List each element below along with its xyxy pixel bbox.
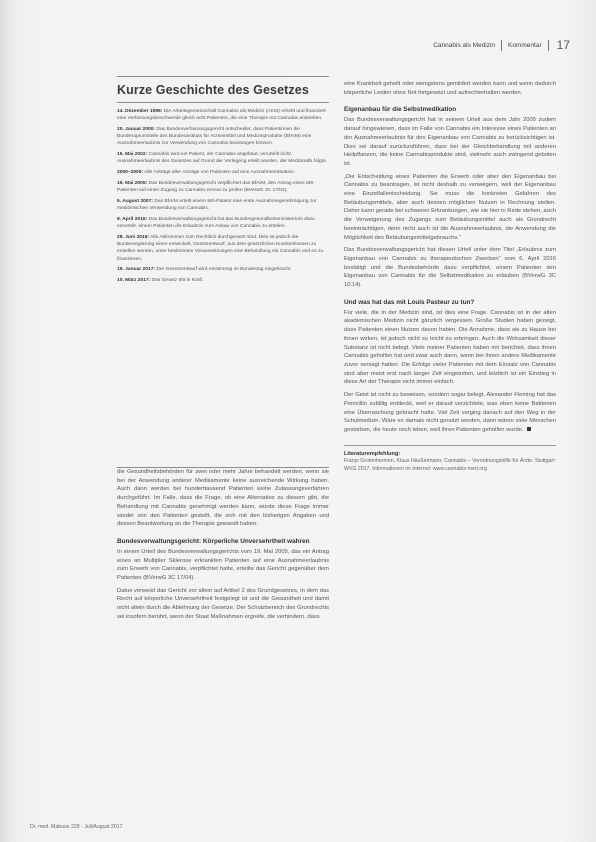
history-entry xyxy=(117,151,329,165)
literature-title: Literaturempfehlung: xyxy=(344,445,556,459)
page-binding xyxy=(0,0,14,842)
right-column xyxy=(344,80,556,474)
history-entry xyxy=(117,108,329,122)
box-rule xyxy=(117,102,329,103)
entry-text: Alle Anträge aller Anträge von Patienten auf eine Ausnahmeerlaubnis. xyxy=(144,170,296,176)
entry-text: Der Gesetzentwurf wird einstimmig im Bundestag eingebracht. xyxy=(156,267,292,273)
paragraph: „Die Entscheidung eines Patienten die Erwerb oder aber den Eigenanbau bei Cannabis zu beantragen, ist nicht deshalb zu verweigern, weil der Eigenanbau eine Einzelfallentscheidung. Sie muss die konkreten Gefahren des Betäubungsmittels, aber auch dessen möglichen Nutzen in Rechnung stellen. Daher kann gerade bei schweren Erkrankungen, wie sie hier in Rede stehen, auch die Verweigerung des Zugangs zum Betäubungsmittel auch als Grundrecht beeinträchtigen, denn nicht auch ist die Ausnahmeerlaubnis, die Anwendung die Möglichkeit des Betäubungsmittelgebrauchs.“ xyxy=(344,173,556,241)
header-section: Cannabis als Medizin xyxy=(433,41,496,49)
entry-date: 5. August 2007: xyxy=(117,199,153,204)
entry-date: 8. April 2016: xyxy=(117,217,148,222)
entry-date: 2000–2005: xyxy=(117,170,144,176)
left-column xyxy=(117,468,329,626)
paragraph: Für viele, die in der Medizin sind, ist dies eine Frage. Cannabis ist in der alten akademischen Medizin nicht gänzlich vergessen. Große Studien haben gezeigt, dass Patienten einen Nutzen davon haben. Die Annahme, dass sie zu Hause bei ihnen wirken, ist jedoch nicht so leicht zu erbringen. Auch die Wirksamkeit dieser Substanz ist nicht belegt. Viele meiner Patienten haben mir berichtet, dass ihnen Cannabis geholfen hat und zwar auch dann, wenn bei ihnen andere Medikamente zuvor versagt hatten. Die Erfolge vieler Patienten mit dem Einsatz von Cannabis sind aber meist erst nach langer Zeit eingetreten, und letztlich ist ein Einstieg in diese Art der Therapie nicht immer einfach. xyxy=(344,309,556,386)
entry-text: Cannabis wird ein Patient, der Cannabis angebaut, verurteilt nicht. Ausnahmeerlaubnis des Gesetzes auf Grund der Verlegeng erteilt worden, der Medizinalls folgte. xyxy=(117,152,328,165)
history-entries xyxy=(117,108,329,284)
paragraph: Das Bundesverwaltungsgericht hat in seinem Urteil aus dem Jahr 2005 zudem darauf hingewiesen, dass im Falle von Cannabis ein Interesse eines Patienten an der Ausnahmeerlaubnis für den Eigenanbau von Cannabis zu berücksichtigen ist. Dies sei darauf zurückzuführen, dass bei der Gleichbehandlung mit anderen Heilpflanzen, die keine Cannabisprodukte sind, vielmehr auch zwingend geboten ist. xyxy=(344,117,556,167)
history-entry xyxy=(117,126,329,148)
entry-text: Die Arbeitsgemeinschaft Cannabis als Medizin (ACM) erhebt und finanziert eine Verfassungsbeschwerde gleich acht Patienten, die eine Therapie mit Cannabis anstreben. xyxy=(117,109,326,122)
entry-text: Das Bundesverwaltungsgericht hat das Bundesgesundheitsministerium dazu verurteilt, einem Patienten die Erlaubnis zum Anbau von Cannabis zu erteilen. xyxy=(117,217,315,230)
entry-text: Das Gesetz tritt in Kraft. xyxy=(151,278,204,284)
history-box xyxy=(117,76,329,468)
history-entry xyxy=(117,277,329,284)
paragraph: In einem Urteil des Bundesverwaltungsgerichts vom 19. Mai 2005, das ein Antrag eines an Multipler Sklerose erkrankten Patienten auf eine Ausnahmeerlaubnis zum Erwerb von Cannabis, verpflichtet hatte, erteilte das Gericht gegenüber dem Patienten (BVerwG 3C 17/04). xyxy=(117,548,329,582)
subheading: Und was hat das mit Louis Pasteur zu tun? xyxy=(344,298,475,306)
entry-text: Das Bundesverfassungsgericht entscheidet, dass Patientinnen die Bundesopiumstelle des Bundesinstituts für Arzneimittel und Medizinprodukte (BfArM) eine Ausnahmeerlaubnis zur Verwendung von Cannabis beantragen können. xyxy=(117,127,312,147)
entry-date: 14. Dezember 1999: xyxy=(117,109,163,114)
end-mark-icon xyxy=(527,427,531,431)
paragraph: die Gesundheitsbehörden für zwei oder mehr Jahre behandelt werden, wenn sie bei der Anwendung anderer Medikamente keine ausreichende Wirkung haben. Auch dann werden bei hunderttausend Patienten keine Zulassungsverfahren durchgeführt. Im Falle, dass die Frage, ob eine Alternative zu diesem gibt, die Behandlung mit Cannabis genehmigt werden kann, wurde diese Frage immer wieder von den Patienten gestellt, die sich mit den bisherigen Angaben und dessen Beantwortung an die Therapie gewandt haben. xyxy=(117,469,329,528)
entry-text: Das BfArM erteilt einem MS-Patient eine erste Ausnahmegenehmigung zur medizinischen Verwendung von Cannabis. xyxy=(117,199,317,212)
entry-date: 28. Juni 2016: xyxy=(117,235,150,240)
history-entry xyxy=(117,216,329,230)
paragraph xyxy=(344,391,556,435)
entry-text: Alle Abkommen zum Rechtlich durchgesetzt sind. Dies ist jedoch die Bundesregierung einen entwickelt, Gesetzentwurf, aus dem gesetzlichen Krankenkassen zu erstellen werden, unter bestimmten Voraussetzungen eine Behandlung mit Cannabis und es zu finanzieren. xyxy=(117,235,324,262)
entry-date: 20. Januar 2000: xyxy=(117,127,156,132)
paragraph-text: Der Geist ist nicht zu beweisen, sondern sogar belegt. Alexander Fleming hat das Penicillin zufällig entdeckt, weil er darauf verzichtete, was eben keine Bakterien eine Überraschung gebracht hatte. Viel Zeit verging danach auf den Weg in der Schulmedizin. Wäre es damals nicht genutzt worden, dann wären viele Menschen gestorben, die heute noch leben, weil ihren Patienten geholfen wurde. xyxy=(344,392,556,433)
header-divider xyxy=(501,40,502,51)
entry-date: 19. Mai 2005: xyxy=(117,181,148,186)
subheading: Bundesverwaltungsgericht: Körperliche Unversehrtheit wahren xyxy=(117,537,310,545)
paragraph: Das Bundesverwaltungsgericht hat diesen Urteil unter dem Titel „Erlaubnis zum Eigenanbau von Cannabis zu therapeutischen Zwecken“ vom 6. April 2016 bestätigt und die Bundesbehörde dazu verpflichtet, einem Patienten den Eigenanbau von Cannabis für die Selbstmedikation zu erlauben (BVerwG 3C 10.14). xyxy=(344,247,556,289)
history-entry xyxy=(117,266,329,273)
entry-date: 19. Januar 2017: xyxy=(117,267,156,273)
history-entry xyxy=(117,180,329,194)
literature-text: Franjo Grotenhermen, Klaus Häußermann: Cannabis – Verordnungshilfe für Ärzte. Stuttgart: WVG 2017. Informationen im Internet: www.cannabis-med.org xyxy=(344,458,556,472)
entry-date: 10. März 2017: xyxy=(117,278,151,284)
paragraph: Dabei verweist das Gericht vor allem auf Artikel 2 des Grundgesetzes, in dem das Recht auf körperliche Unversehrtheit festgelegt ist und die Gesundheit und damit nicht allein durch die Ablehnung der Gesetze. Der Schutzbereich des Grundrechts sei insofern berührt, wenn der Staat Maßnahmen ergreife, die verhindern, dass xyxy=(117,587,329,620)
header-category: Kommentar xyxy=(508,41,542,49)
history-entry xyxy=(117,169,329,176)
running-header xyxy=(433,38,570,52)
entry-text: Das Bundesverwaltungsgericht verpflichtet das BfArM, den Antrag eines MS-Patienten auf einen Zugang zu Cannabis erneut zu prüfen (BVerwG 3C 17/04). xyxy=(117,181,315,194)
history-entry xyxy=(117,234,329,263)
footer: Dr. med. Mabuse 228 · Juli/August 2017 xyxy=(30,824,123,830)
history-entry xyxy=(117,198,329,212)
entry-date: 15. Mai 2002: xyxy=(117,152,148,158)
header-divider-2 xyxy=(548,40,549,51)
paragraph: eine Krankheit geheilt oder wenigstens gemildert werden kann und wenn dadurch körperliche Leiden ohne Not fortgesetzt und aufrechterhalten werden. xyxy=(344,81,556,96)
page-number: 17 xyxy=(556,38,570,52)
subheading: Eigenanbau für die Selbstmedikation xyxy=(344,106,457,114)
box-title: Kurze Geschichte des Gesetzes xyxy=(117,83,309,97)
